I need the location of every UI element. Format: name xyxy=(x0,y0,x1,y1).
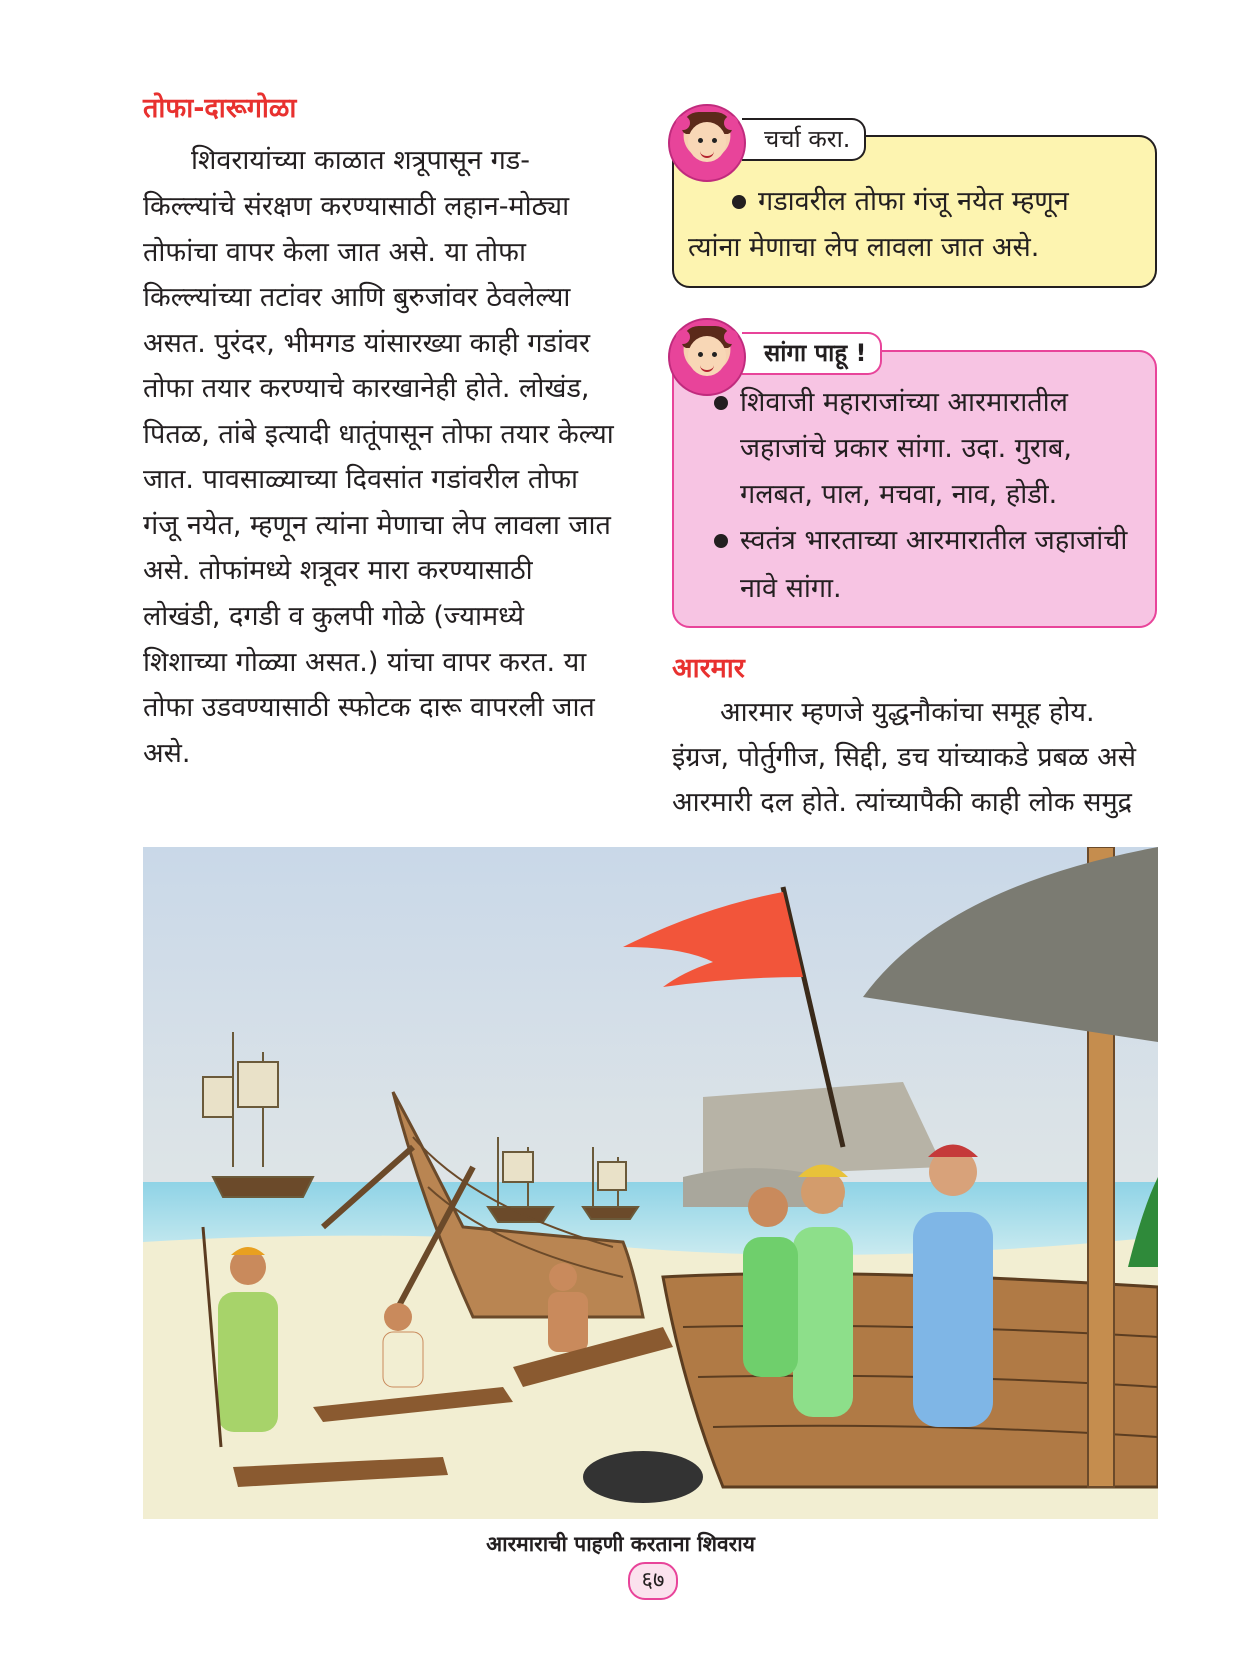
text-line: जात. पावसाळ्याच्या दिवसांत गडांवरील तोफा xyxy=(143,464,579,495)
text-line: गंजू नयेत, म्हणून त्यांना मेणाचा लेप लावला जात xyxy=(143,510,611,541)
shipyard-illustration-svg xyxy=(143,847,1158,1519)
text-line: असे. तोफांमध्ये शत्रूवर मारा करण्यासाठी xyxy=(143,555,533,586)
discuss-line: त्यांना मेणाचा लेप लावला जात असे. xyxy=(688,232,1040,263)
text-line: आरमार म्हणजे युद्धनौकांचा समूह होय. xyxy=(720,697,1095,728)
text-line: असे. xyxy=(143,738,191,769)
text-line: शिशाच्या गोळ्या असत.) यांचा वापर करत. या xyxy=(143,647,587,678)
text-line: आरमारी दल होते. त्यांच्यापैकी काही लोक समुद्र xyxy=(672,787,1132,818)
section-heading-navy: आरमार xyxy=(672,653,745,684)
girl-avatar-icon xyxy=(668,104,746,182)
text-line: लोखंडी, दगडी व कुलपी गोळे (ज्यामध्ये xyxy=(143,601,524,632)
bullet-dot xyxy=(714,534,728,548)
illustration-caption: आरमाराची पाहणी करताना शिवराय xyxy=(486,1532,755,1556)
text-line: इंग्रज, पोर्तुगीज, सिद्दी, डच यांच्याकडे प्रबळ असे xyxy=(672,742,1136,773)
girl-avatar-icon xyxy=(668,318,746,396)
tell-line: शिवाजी महाराजांच्या आरमारातील xyxy=(740,387,1068,418)
section-heading-cannons: तोफा-दारूगोळा xyxy=(143,93,297,124)
discuss-label: चर्चा करा. xyxy=(742,118,866,161)
text-line: किल्ल्यांचे संरक्षण करण्यासाठी लहान-मोठ्या xyxy=(143,191,570,222)
tell-label: सांगा पाहू ! xyxy=(742,332,882,375)
text-line: तोफा तयार करण्याचे कारखानेही होते. लोखंड, xyxy=(143,373,590,404)
tell-line: गलबत, पाल, मचवा, नाव, होडी. xyxy=(740,479,1058,510)
shipyard-illustration xyxy=(143,847,1158,1519)
text-line: असत. पुरंदर, भीमगड यांसारख्या काही गडांवर xyxy=(143,328,591,359)
tell-box xyxy=(672,350,1157,628)
bullet-dot xyxy=(714,396,728,410)
text-line: तोफांचा वापर केला जात असे. या तोफा xyxy=(143,237,526,268)
text-line: पितळ, तांबे इत्यादी धातूंपासून तोफा तयार केल्या xyxy=(143,419,614,450)
discuss-line: गडावरील तोफा गंजू नयेत म्हणून xyxy=(758,186,1069,217)
bullet-dot xyxy=(732,195,746,209)
text-line: तोफा उडवण्यासाठी स्फोटक दारू वापरली जात xyxy=(143,692,595,723)
text-line: शिवरायांच्या काळात शत्रूपासून गड- xyxy=(191,145,530,176)
text-line: किल्ल्यांच्या तटांवर आणि बुरुजांवर ठेवलेल्या xyxy=(143,282,571,313)
tell-line: नावे सांगा. xyxy=(740,573,842,604)
tell-line: स्वतंत्र भारताच्या आरमारातील जहाजांची xyxy=(740,525,1128,556)
tell-line: जहाजांचे प्रकार सांगा. उदा. गुराब, xyxy=(740,433,1072,464)
page-number: ६७ xyxy=(628,1562,678,1600)
